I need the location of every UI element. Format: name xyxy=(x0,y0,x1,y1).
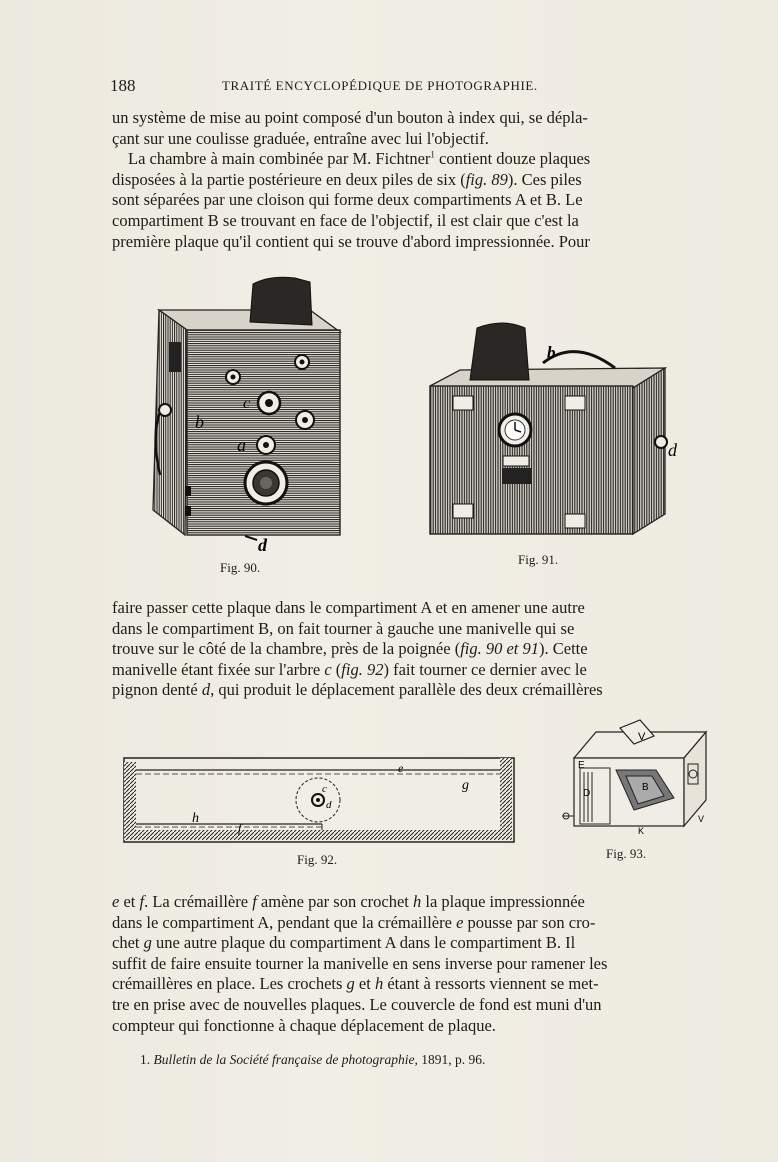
footnote xyxy=(140,1052,485,1068)
figure-93-schematic-diagram xyxy=(556,718,716,836)
footnote-mark: 1 xyxy=(430,149,435,160)
text-line: première plaque qu'il contient qui se trouve d'abord impressionnée. Pour xyxy=(112,231,590,251)
text-line: faire passer cette plaque dans le compartiment A et en amener une autre xyxy=(112,598,585,617)
fig92-label-e: e xyxy=(398,761,404,775)
text-fragment: ( xyxy=(331,659,342,679)
footnote-number: 1. xyxy=(140,1052,151,1067)
figure-reference: fig. 89 xyxy=(465,169,508,189)
text-fragment: crémaillères en place. Les crochets xyxy=(112,974,347,994)
text-line xyxy=(112,639,588,658)
text-line: çant sur une coulisse graduée, entraîne avec lui l'objectif. xyxy=(112,128,489,148)
fig90-label-c: c xyxy=(243,395,251,412)
text-fragment: chet xyxy=(112,933,144,953)
figure-91-camera-illustration xyxy=(425,318,690,540)
text-fragment: disposées à la partie postérieure en deux piles de six ( xyxy=(112,169,466,189)
text-fragment: . La crémaillère xyxy=(144,892,253,911)
footnote-title: Bulletin de la Société française de photographie, xyxy=(153,1052,418,1067)
fig91-label-d: d xyxy=(668,440,677,460)
text-fragment: contient douze plaques xyxy=(434,149,591,169)
variable: h xyxy=(413,892,422,911)
fig90-caption: Fig. 90. xyxy=(220,560,261,575)
text-line xyxy=(112,913,595,932)
text-line xyxy=(112,974,599,993)
variable: f xyxy=(139,892,145,911)
page-number: 188 xyxy=(110,76,136,95)
fig92-label-c: c xyxy=(322,783,327,795)
fig90-label-b: b xyxy=(195,412,204,432)
text-fragment: et xyxy=(119,892,140,911)
text-line: un système de mise au point composé d'un bouton à index qui, se dépla- xyxy=(112,108,588,127)
text-line: dans le compartiment B, on fait tourner à gauche une manivelle qui se xyxy=(112,618,575,638)
fig93-label-E: E xyxy=(578,760,585,771)
text-line xyxy=(112,892,585,911)
text-fragment: La chambre à main combinée par M. Fichtner xyxy=(128,149,431,169)
figure-90-camera-illustration xyxy=(145,270,350,555)
text-line xyxy=(112,660,587,679)
text-fragment: trouve sur le côté de la chambre, près de la poignée ( xyxy=(112,639,461,659)
variable: f xyxy=(252,892,257,911)
text-fragment: ). Ces piles xyxy=(507,169,582,189)
page-header xyxy=(110,76,710,100)
text-line xyxy=(112,680,603,699)
running-title: TRAITÉ ENCYCLOPÉDIQUE DE PHOTOGRAPHIE. xyxy=(222,78,538,93)
variable: d xyxy=(201,680,211,700)
fig93-label-B: B xyxy=(642,782,649,793)
text-fragment: manivelle étant fixée sur l'arbre xyxy=(112,659,325,679)
fig92-label-d: d xyxy=(326,799,332,811)
text-fragment: ). Cette xyxy=(539,639,588,659)
text-fragment: amène par son crochet xyxy=(256,892,414,911)
fig92-caption: Fig. 92. xyxy=(297,852,338,867)
text-line xyxy=(112,170,582,189)
text-fragment: , qui produit le déplacement parallèle des deux crémaillères xyxy=(210,680,603,700)
variable: e xyxy=(112,892,120,911)
fig91-caption: Fig. 91. xyxy=(518,552,559,567)
text-fragment: la plaque impressionnée xyxy=(421,892,585,911)
paragraph-3 xyxy=(112,892,712,1036)
fig90-label-d: d xyxy=(258,535,267,555)
figure-reference: fig. 90 et 91 xyxy=(460,639,540,659)
variable: g xyxy=(143,933,152,953)
fig91-label-b: b xyxy=(547,343,556,362)
variable: c xyxy=(324,659,332,679)
fig93-label-K: K xyxy=(638,826,645,836)
figure-reference: fig. 92 xyxy=(341,659,384,679)
text-fragment: étant à ressorts viennent se met- xyxy=(383,974,599,994)
text-line xyxy=(112,933,575,952)
fig90-label-a: a xyxy=(237,435,246,455)
variable: g xyxy=(346,974,355,994)
text-line: tre en prise avec de nouvelles plaques. Le couvercle de fond est muni d'un xyxy=(112,994,602,1014)
fig93-caption: Fig. 93. xyxy=(606,846,647,861)
fig92-label-f: f xyxy=(238,821,242,835)
paragraph-2 xyxy=(112,598,712,701)
text-line: sont séparées par une cloison qui forme deux compartiments A et B. Le xyxy=(112,190,583,210)
text-line xyxy=(112,149,590,168)
fig93-label-D: D xyxy=(583,788,591,799)
text-line: suffit de faire ensuite tourner la manivelle en sens inverse pour ramener les xyxy=(112,953,608,973)
fig92-label-h: h xyxy=(192,811,199,826)
fig93-label-V: V xyxy=(638,731,646,743)
text-fragment: dans le compartiment A, pendant que la crémaillère xyxy=(112,912,457,932)
footnote-rest: 1891, p. 96. xyxy=(417,1052,486,1067)
text-fragment: pousse par son cro- xyxy=(463,912,596,932)
variable: e xyxy=(456,912,464,932)
paragraph-1 xyxy=(112,108,712,252)
text-fragment: une autre plaque du compartiment A dans le compartiment B. Il xyxy=(151,933,576,953)
text-fragment: ) fait tourner ce dernier avec le xyxy=(383,659,587,679)
figure-92-mechanism-diagram xyxy=(122,752,516,848)
variable: h xyxy=(374,974,384,994)
text-line: compteur qui fonctionne à chaque déplacement de plaque. xyxy=(112,1015,496,1035)
fig92-label-g: g xyxy=(462,778,469,793)
fig93-label-V-lower: V xyxy=(698,814,705,824)
text-fragment: pignon denté xyxy=(112,680,202,700)
text-fragment: et xyxy=(354,974,375,994)
text-line: compartiment B se trouvant en face de l'objectif, il est clair que c'est la xyxy=(112,210,579,230)
